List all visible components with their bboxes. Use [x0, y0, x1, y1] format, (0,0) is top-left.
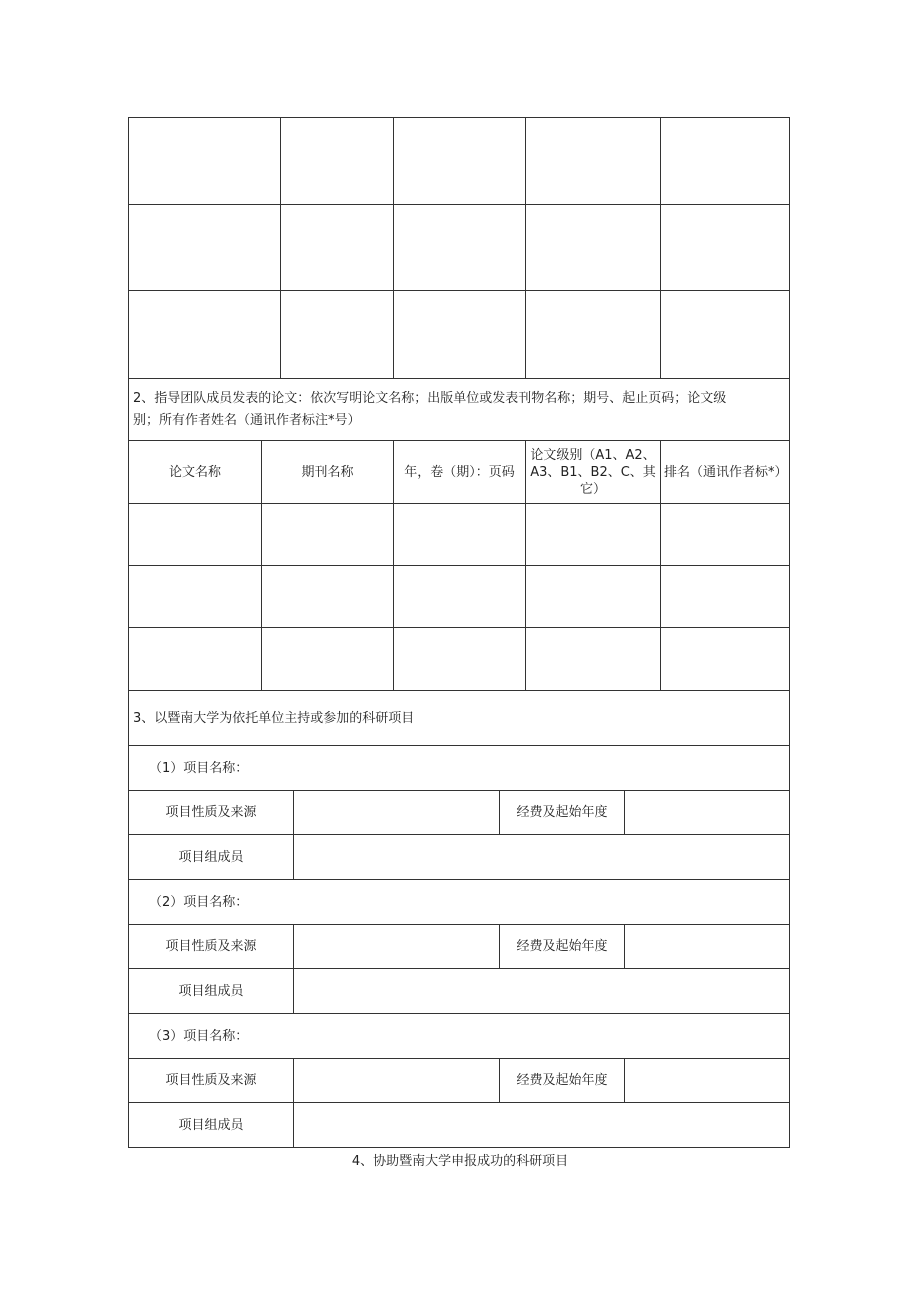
project2-funding-label: 经费及起始年度	[500, 925, 625, 969]
table-cell	[526, 566, 661, 628]
table-cell	[262, 504, 394, 566]
table-cell	[394, 504, 526, 566]
project1-name-row	[129, 746, 789, 791]
project2-nature-value	[294, 925, 500, 969]
section3-heading-cell	[129, 691, 789, 746]
table-cell	[526, 628, 661, 691]
project1-nature-label: 项目性质及来源	[129, 791, 294, 835]
table-cell	[661, 504, 789, 566]
project2-name-row	[129, 880, 789, 925]
table-cell	[129, 504, 262, 566]
section4-heading: 4、协助暨南大学申报成功的科研项目	[351, 1154, 569, 1169]
project2-members-value	[294, 969, 789, 1014]
project3-nature-value	[294, 1059, 500, 1103]
table-cell	[281, 118, 394, 205]
table-cell	[394, 291, 526, 379]
table-cell	[661, 291, 789, 379]
project3-nature-label: 项目性质及来源	[129, 1059, 294, 1103]
table-cell	[661, 118, 789, 205]
column-header-paper-level: 论文级别（A1、A2、A3、B1、B2、C、其它）	[526, 441, 661, 504]
table-cell	[526, 504, 661, 566]
table-cell	[394, 566, 526, 628]
table-cell	[281, 291, 394, 379]
project1-members-label: 项目组成员	[129, 835, 294, 880]
table-cell	[129, 205, 281, 291]
column-header-year-volume-page: 年，卷（期）：页码	[394, 441, 526, 504]
section2-heading-line1: 2、指导团队成员发表的论文：依次写明论文名称；出版单位或发表刊物名称；期号、起止页码；论文级	[133, 391, 727, 406]
table-cell	[281, 205, 394, 291]
column-header-journal-name: 期刊名称	[262, 441, 394, 504]
column-header-paper-name: 论文名称	[129, 441, 262, 504]
table-cell	[661, 566, 789, 628]
project3-members-label: 项目组成员	[129, 1103, 294, 1147]
project1-nature-value	[294, 791, 500, 835]
table-cell	[394, 118, 526, 205]
project2-nature-label: 项目性质及来源	[129, 925, 294, 969]
project2-members-label: 项目组成员	[129, 969, 294, 1014]
table-cell	[661, 628, 789, 691]
project1-name-label: （1）项目名称：	[149, 760, 249, 776]
column-header-rank: 排名（通讯作者标*）	[661, 441, 789, 504]
table-cell	[129, 118, 281, 205]
project1-funding-value	[625, 791, 789, 835]
section3-heading: 3、以暨南大学为依托单位主持或参加的科研项目	[133, 710, 415, 726]
table-cell	[661, 205, 789, 291]
table-cell	[394, 628, 526, 691]
table-cell	[129, 291, 281, 379]
project3-name-row	[129, 1014, 789, 1059]
project3-members-value	[294, 1103, 789, 1147]
project3-name-label: （3）项目名称：	[149, 1028, 249, 1044]
table-cell	[526, 205, 661, 291]
table-cell	[262, 628, 394, 691]
table-cell	[129, 566, 262, 628]
project1-funding-label: 经费及起始年度	[500, 791, 625, 835]
project1-members-value	[294, 835, 789, 880]
table-cell	[526, 291, 661, 379]
table-cell	[262, 566, 394, 628]
project3-funding-label: 经费及起始年度	[500, 1059, 625, 1103]
table-cell	[394, 205, 526, 291]
project2-name-label: （2）项目名称：	[149, 894, 249, 910]
section2-heading-cell	[129, 379, 789, 441]
project3-funding-value	[625, 1059, 789, 1103]
section2-heading-line2: 别；所有作者姓名（通讯作者标注*号）	[133, 413, 361, 428]
table-cell	[129, 628, 262, 691]
project2-funding-value	[625, 925, 789, 969]
table-cell	[526, 118, 661, 205]
